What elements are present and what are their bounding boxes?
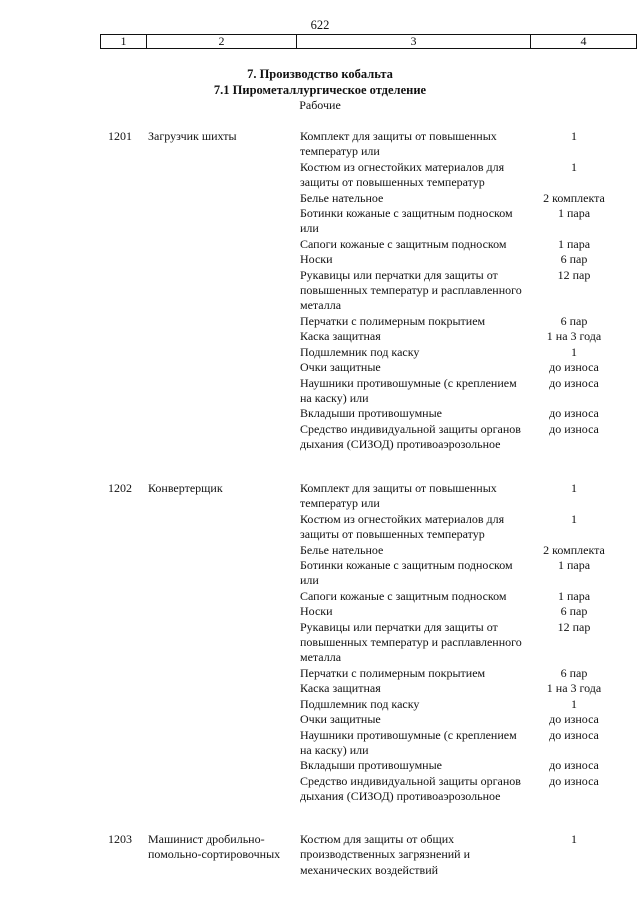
- equipment-item: [300, 681, 640, 696]
- equipment-quantity: 1 пара: [557, 236, 591, 251]
- equipment-item: [300, 268, 640, 314]
- equipment-name: Средство индивидуальной защиты органов дыхания (СИЗОД) противоаэрозольное: [300, 421, 521, 452]
- equipment-name: Рукавицы или перчатки для защиты от повышенных температур и расплавленного металла: [300, 267, 522, 313]
- equipment-name: Каска защитная: [300, 329, 381, 344]
- profession-name: Загрузчик шихты: [148, 129, 237, 143]
- equipment-quantity: до износа: [549, 360, 599, 375]
- profession-name: Машинист дробильно-помольно-сортировочных: [148, 832, 281, 862]
- equipment-name: Костюм для защиты от общих производственных загрязнений и механических воздействий: [300, 832, 471, 877]
- equipment-quantity: 1 пара: [557, 588, 591, 603]
- section-title: 7. Производство кобальта: [247, 67, 393, 81]
- equipment-item: [300, 543, 640, 558]
- equipment-item: [300, 406, 640, 421]
- equipment-name: Очки защитные: [300, 360, 381, 375]
- equipment-quantity: 1 пара: [557, 558, 591, 573]
- column-header-1: 1: [101, 35, 147, 49]
- equipment-name: Комплект для защиты от повышенных температур или: [300, 129, 497, 159]
- equipment-name: Носки: [300, 252, 333, 267]
- equipment-name: Средство индивидуальной защиты органов дыхания (СИЗОД) противоаэрозольное: [300, 773, 521, 804]
- equipment-quantity: 2 комплекта: [543, 190, 605, 205]
- equipment-quantity: до износа: [549, 421, 599, 436]
- equipment-name: Рукавицы или перчатки для защиты от повышенных температур и расплавленного металла: [300, 619, 522, 665]
- equipment-name: Перчатки с полимерным покрытием: [300, 665, 486, 680]
- equipment-quantity: 1: [571, 344, 577, 359]
- equipment-quantity: до износа: [549, 727, 599, 742]
- equipment-quantity: 6 пар: [560, 252, 588, 267]
- column-header-2: 2: [147, 35, 297, 49]
- equipment-item: [300, 832, 640, 878]
- equipment-item: [300, 604, 640, 619]
- equipment-name: Каска защитная: [300, 681, 381, 696]
- equipment-quantity: 1 пара: [557, 206, 591, 221]
- equipment-item: [300, 376, 640, 407]
- column-header-3: 3: [297, 35, 531, 49]
- equipment-quantity: до износа: [549, 712, 599, 727]
- equipment-name: Наушники противошумные (с креплением на каску) или: [300, 727, 517, 757]
- equipment-name: Перчатки с полимерным покрытием: [300, 313, 486, 328]
- equipment-list: [300, 481, 640, 805]
- equipment-name: Сапоги кожаные с защитным подноском: [300, 588, 507, 603]
- equipment-item: [300, 237, 640, 252]
- profession-code: 1203: [108, 832, 132, 846]
- equipment-name: Наушники противошумные (с креплением на каску) или: [300, 375, 517, 405]
- equipment-quantity: 1: [571, 696, 577, 711]
- equipment-item: [300, 252, 640, 267]
- equipment-name: Подшлемник под каску: [300, 344, 420, 359]
- section-subtitle: 7.1 Пирометаллургическое отделение: [213, 83, 427, 97]
- equipment-quantity: до износа: [549, 758, 599, 773]
- equipment-item: [300, 314, 640, 329]
- equipment-item: [300, 360, 640, 375]
- equipment-item: [300, 712, 640, 727]
- equipment-quantity: 1: [571, 832, 577, 846]
- equipment-item: [300, 774, 640, 805]
- equipment-item: [300, 666, 640, 681]
- equipment-item: [300, 329, 640, 344]
- equipment-quantity: 12 пар: [557, 267, 591, 282]
- equipment-name: Вкладыши противошумные: [300, 406, 442, 421]
- equipment-name: Костюм из огнестойких материалов для защиты от повышенных температур: [300, 511, 505, 542]
- equipment-quantity: 6 пар: [560, 313, 588, 328]
- equipment-name: Костюм из огнестойких материалов для защиты от повышенных температур: [300, 159, 505, 190]
- equipment-item: [300, 481, 640, 512]
- equipment-quantity: до износа: [549, 773, 599, 788]
- equipment-name: Белье нательное: [300, 190, 384, 205]
- equipment-item: [300, 345, 640, 360]
- equipment-quantity: 1: [571, 481, 577, 495]
- equipment-quantity: 6 пар: [560, 604, 588, 619]
- equipment-quantity: 12 пар: [557, 619, 591, 634]
- equipment-item: [300, 589, 640, 604]
- equipment-quantity: 1 на 3 года: [546, 681, 602, 696]
- equipment-quantity: 6 пар: [560, 665, 588, 680]
- column-header-row: [100, 34, 637, 49]
- profession-code: 1201: [108, 129, 132, 143]
- profession-code: 1202: [108, 481, 132, 495]
- column-header-4: 4: [531, 35, 637, 49]
- equipment-quantity: 2 комплекта: [543, 542, 605, 557]
- equipment-quantity: до износа: [549, 406, 599, 421]
- equipment-name: Ботинки кожаные с защитным подноском или: [300, 558, 513, 588]
- equipment-item: [300, 558, 640, 589]
- equipment-list: [300, 129, 640, 453]
- equipment-item: [300, 191, 640, 206]
- equipment-item: [300, 758, 640, 773]
- equipment-list: [300, 832, 640, 878]
- equipment-name: Вкладыши противошумные: [300, 758, 442, 773]
- equipment-quantity: 1 на 3 года: [546, 329, 602, 344]
- equipment-name: Ботинки кожаные с защитным подноском или: [300, 206, 513, 236]
- equipment-quantity: 1: [571, 511, 577, 526]
- equipment-name: Очки защитные: [300, 712, 381, 727]
- page-number: 622: [310, 18, 330, 32]
- equipment-name: Белье нательное: [300, 542, 384, 557]
- equipment-quantity: до износа: [549, 375, 599, 390]
- equipment-name: Комплект для защиты от повышенных температур или: [300, 481, 497, 511]
- equipment-quantity: 1: [571, 159, 577, 174]
- equipment-item: [300, 728, 640, 759]
- profession-name: Конвертерщик: [148, 481, 223, 495]
- equipment-name: Подшлемник под каску: [300, 696, 420, 711]
- equipment-name: Сапоги кожаные с защитным подноском: [300, 236, 507, 251]
- equipment-item: [300, 129, 640, 160]
- equipment-item: [300, 206, 640, 237]
- equipment-item: [300, 422, 640, 453]
- equipment-quantity: 1: [571, 129, 577, 143]
- worker-group-label: Рабочие: [299, 98, 341, 112]
- equipment-item: [300, 697, 640, 712]
- equipment-item: [300, 160, 640, 191]
- equipment-item: [300, 512, 640, 543]
- equipment-item: [300, 620, 640, 666]
- equipment-name: Носки: [300, 604, 333, 619]
